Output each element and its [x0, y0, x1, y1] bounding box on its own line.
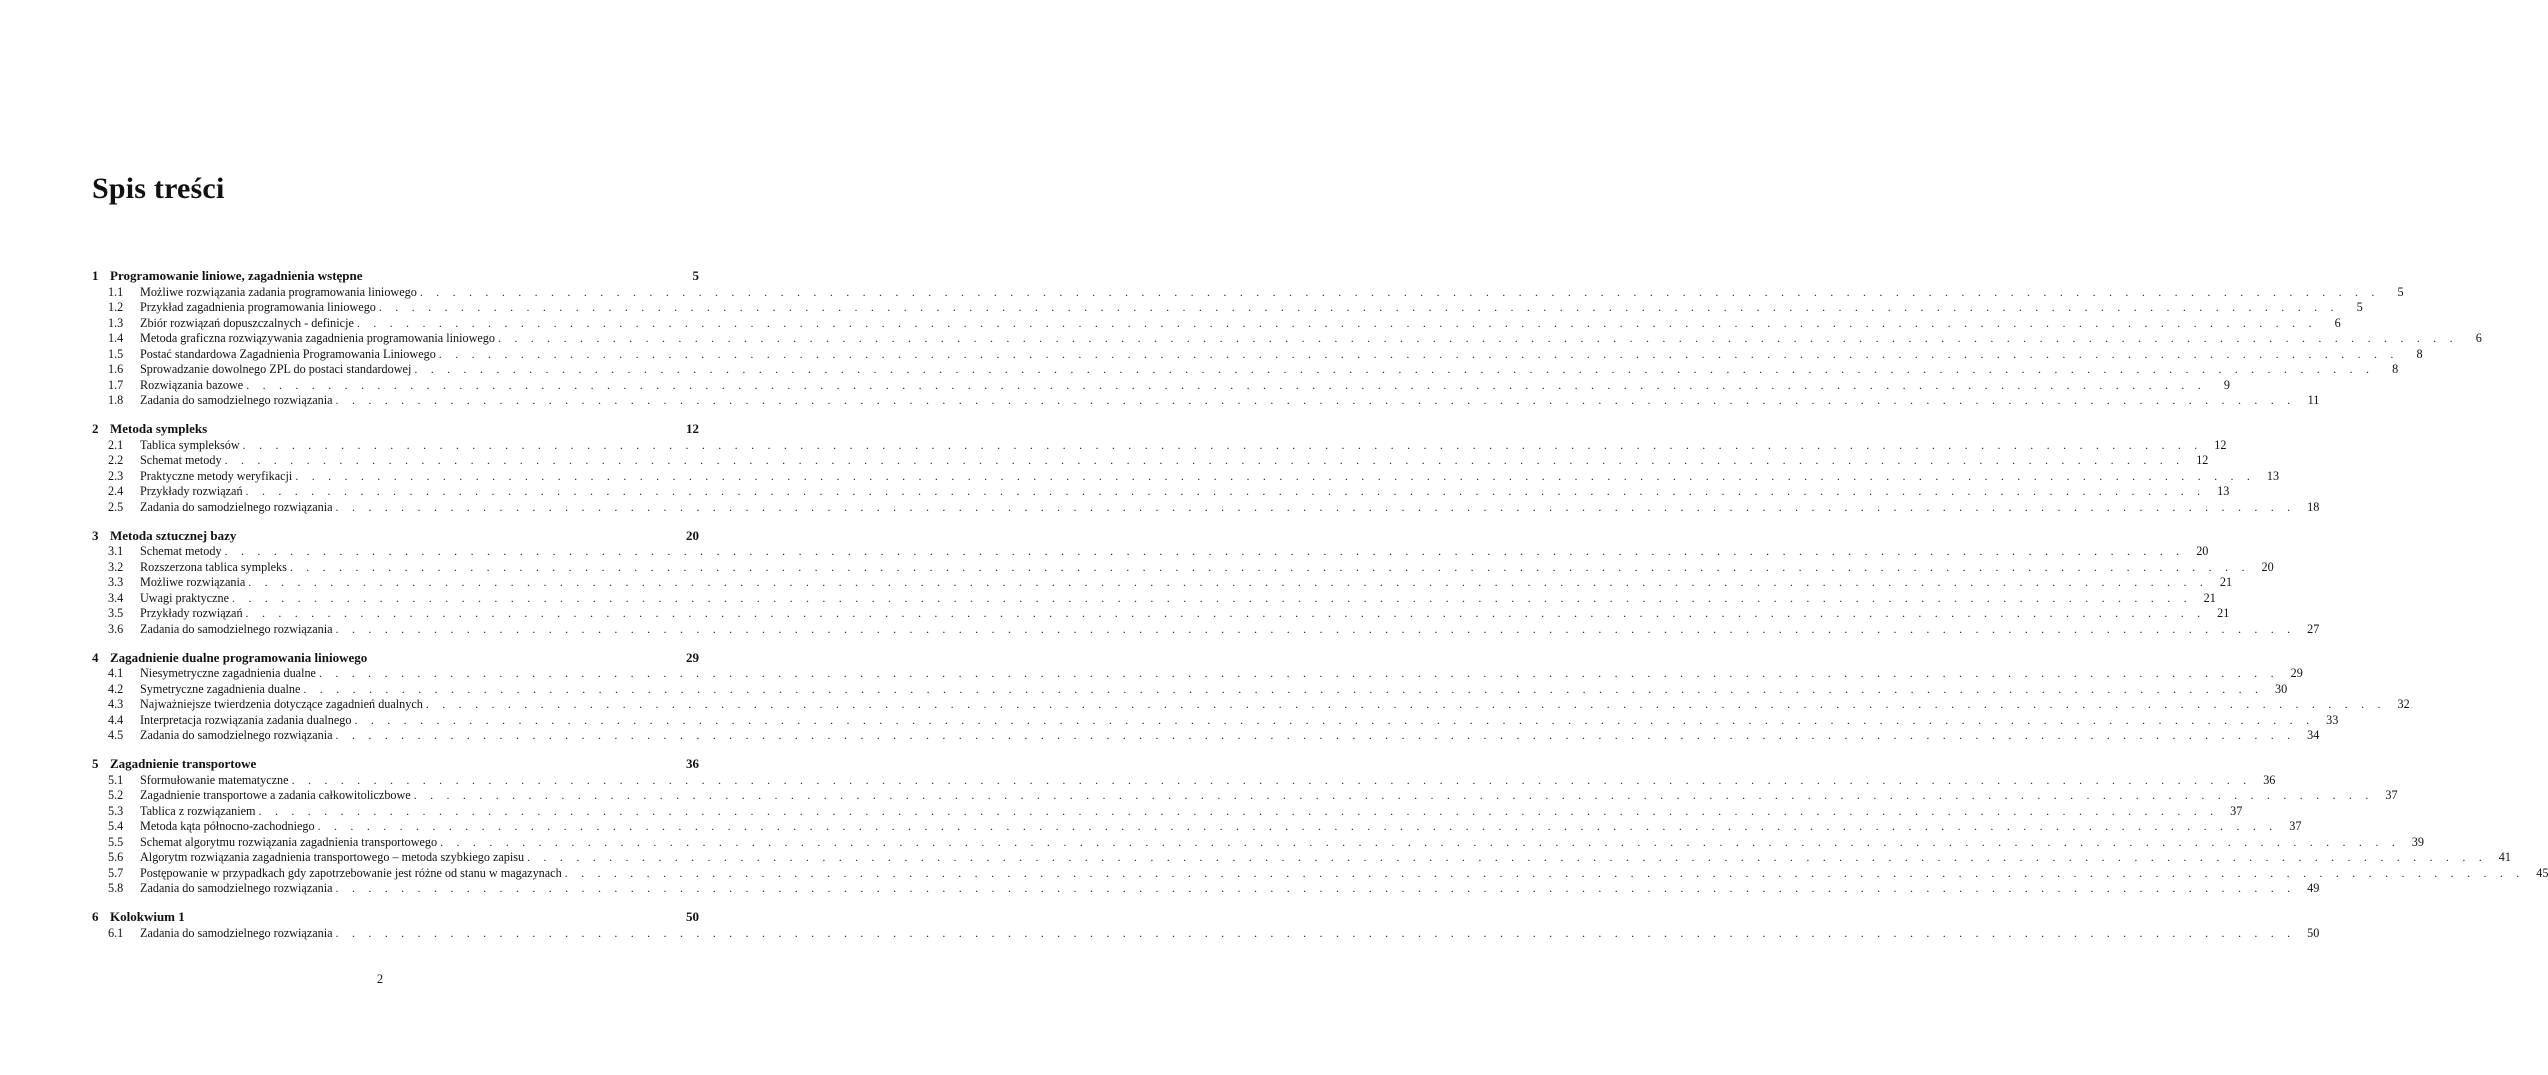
- toc-section-page: 13: [2266, 468, 2280, 483]
- toc-section-entry[interactable]: [92, 393, 2320, 409]
- toc-section-page: 32: [2397, 697, 2410, 711]
- toc-section-number: 4.1: [108, 666, 124, 680]
- toc-section-number: 4.5: [108, 728, 124, 742]
- toc-section-number: 1.6: [108, 362, 124, 376]
- dot-leader: . . . . . . . . . . . . . . . . . . . . . . . . . . . . . . . . . . . . . . . . . . . . . . . . . . . . . . . . . . . . . . . . . . . . . . . . . . . . . . . . . . . . . . . . . . . . . . . . . . . . . . . . . . . . . . . . . . . . . . . .: [425, 697, 2386, 711]
- toc-section-page: 6: [2475, 331, 2482, 345]
- toc-section-title: Rozszerzona tablica sympleks: [140, 559, 287, 574]
- dot-leader: . . . . . . . . . . . . . . . . . . . . . . . . . . . . . . . . . . . . . . . . . . . . . . . . . . . . . . . . . . . . . . . . . . . . . . . . . . . . . . . . . . . . . . . . . . . . . . . . . . . . . . . . . . . . . . . . . . . . . . . .: [289, 559, 2250, 574]
- toc-section-title: Tablica z rozwiązaniem: [140, 803, 256, 818]
- toc-section-number: 5.7: [108, 865, 124, 880]
- toc-chapter-title: Zagadnienie transportowe: [110, 756, 257, 771]
- toc-section-entry[interactable]: [92, 346, 2423, 363]
- dot-leader: . . . . . . . . . . . . . . . . . . . . . . . . . . . . . . . . . . . . . . . . . . . . . . . . . . . . . . . . . . . . . . . . . . . . . . . . . . . . . . . . . . . . . . . . . . . . . . . . . . . . . . . . . . . . . . . . . . . . . . . .: [335, 728, 2296, 742]
- toc-chapter-title: Programowanie liniowe, zagadnienia wstępne: [110, 268, 363, 283]
- toc-section-number: 5.8: [108, 881, 124, 895]
- toc-section-title: Najważniejsze twierdzenia dotyczące zagadnień dualnych: [140, 697, 423, 711]
- toc-section-number: 2.4: [108, 484, 124, 498]
- toc-section-number: 5.3: [108, 803, 124, 818]
- dot-leader: . . . . . . . . . . . . . . . . . . . . . . . . . . . . . . . . . . . . . . . . . . . . . . . . . . . . . . . . . . . . . . . . . . . . . . . . . . . . . . . . . . . . . . . . . . . . . . . . . . . . . . . . . . . . . . . . . . . . . . . .: [564, 865, 2525, 880]
- toc-section-number: 3.6: [108, 621, 124, 636]
- toc-section-number: 5.1: [108, 772, 124, 787]
- toc-section-number: 6.1: [108, 925, 124, 940]
- toc-chapter-number: 5: [92, 756, 99, 771]
- toc-section-entry[interactable]: [92, 437, 2227, 454]
- toc-section-number: 1.4: [108, 331, 124, 345]
- toc-section-title: Zadania do samodzielnego rozwiązania: [140, 728, 333, 742]
- toc-chapter-page: 5: [692, 268, 699, 283]
- toc-section-number: 2.1: [108, 437, 124, 452]
- toc-chapter-entry[interactable]: [92, 528, 699, 545]
- toc-section-number: 2.2: [108, 453, 124, 467]
- toc-section-title: Schemat metody: [140, 453, 222, 467]
- dot-leader: . . . . . . . . . . . . . . . . . . . . . . . . . . . . . . . . . . . . . . . . . . . . . . . . . . . . . . . . . . . . . . . . . . . . . . . . . . . . . . . . . . . . . . . . . . . . . . . . . . . . . . . . . . . . . . . . . . . . . . . .: [356, 315, 2317, 330]
- toc-section-title: Metoda graficzna rozwiązywania zagadnienia programowania liniowego: [140, 331, 495, 345]
- toc-section-page: 29: [2290, 666, 2303, 680]
- toc-section-entry[interactable]: [92, 606, 2230, 622]
- toc-section-page: 45: [2536, 865, 2548, 880]
- toc-section-title: Postać standardowa Zagadnienia Programowania Liniowego: [140, 346, 436, 361]
- toc-section-title: Zagadnienie transportowe a zadania całkowitoliczbowe: [140, 788, 411, 802]
- toc-section-page: 20: [2196, 544, 2209, 558]
- dot-leader: . . . . . . . . . . . . . . . . . . . . . . . . . . . . . . . . . . . . . . . . . . . . . . . . . . . . . . . . . . . . . . . . . . . . . . . . . . . . . . . . . . . . . . . . . . . . . . . . . . . . . . . . . . . . . . . . . . . . . . . .: [335, 499, 2296, 514]
- toc-chapter-title: Metoda sympleks: [110, 421, 208, 436]
- toc-section-page: 27: [2307, 621, 2320, 636]
- toc-section-entry[interactable]: [92, 803, 2243, 820]
- toc-section-title: Przykłady rozwiązań: [140, 606, 243, 620]
- toc-section-entry[interactable]: [92, 666, 2303, 682]
- dot-leader: . . . . . . . . . . . . . . . . . . . . . . . . . . . . . . . . . . . . . . . . . . . . . . . . . . . . . . . . . . . . . . . . . . . . . . . . . . . . . . . . . . . . . . . . . . . . . . . . . . . . . . . . . . . . . . . . . . . . . . . .: [414, 362, 2375, 376]
- table-of-contents: [92, 268, 2548, 954]
- toc-section-page: 12: [2196, 453, 2209, 467]
- dot-leader: . . . . . . . . . . . . . . . . . . . . . . . . . . . . . . . . . . . . . . . . . . . . . . . . . . . . . . . . . . . . . . . . . . . . . . . . . . . . . . . . . . . . . . . . . . . . . . . . . . . . . . . . . . . . . . . . . . . . . . . .: [497, 331, 2458, 345]
- toc-section-entry[interactable]: [92, 712, 2339, 729]
- dot-leader: . . . . . . . . . . . . . . . . . . . . . . . . . . . . . . . . . . . . . . . . . . . . . . . . . . . . . . . . . . . . . . . . . . . . . . . . . . . . . . . . . . . . . . . . . . . . . . . . . . . . . . . . . . . . . . . . . . . . . . . .: [303, 681, 2264, 696]
- toc-section-entry[interactable]: [92, 284, 2404, 301]
- dot-leader: . . . . . . . . . . . . . . . . . . . . . . . . . . . . . . . . . . . . . . . . . . . . . . . . . . . . . . . . . . . . . . . . . . . . . . . . . . . . . . . . . . . . . . . . . . . . . . . . . . . . . . . . . . . . . . . . . . . . . . . .: [317, 819, 2278, 833]
- toc-section-page: 41: [2498, 850, 2511, 864]
- toc-section-page: 30: [2275, 681, 2288, 696]
- toc-section-entry[interactable]: [92, 850, 2511, 866]
- toc-section-title: Schemat algorytmu rozwiązania zagadnienia transportowego: [140, 834, 438, 849]
- toc-chapter-page: 50: [686, 909, 699, 924]
- dot-leader: . . . . . . . . . . . . . . . . . . . . . . . . . . . . . . . . . . . . . . . . . . . . . . . . . . . . . . . . . . . . . . . . . . . . . . . . . . . . . . . . . . . . . . . . . . . . . . . . . . . . . . . . . . . . . . . . . . . . . . . .: [224, 544, 2185, 558]
- toc-section-page: 21: [2219, 575, 2233, 589]
- toc-chapter-number: 2: [92, 421, 99, 436]
- toc-section-number: 3.5: [108, 606, 124, 620]
- toc-chapter-page: 36: [686, 756, 699, 771]
- toc-section-entry[interactable]: [92, 697, 2410, 713]
- toc-section-title: Symetryczne zagadnienia dualne: [140, 681, 301, 696]
- toc-chapter: [92, 756, 2548, 897]
- toc-section-title: Praktyczne metody weryfikacji: [140, 468, 293, 483]
- toc-section-title: Zadania do samodzielnego rozwiązania: [140, 621, 333, 636]
- toc-section-entry[interactable]: [92, 499, 2320, 516]
- toc-chapter: [92, 421, 2320, 515]
- toc-section-entry[interactable]: [92, 590, 2216, 607]
- toc-section-title: Schemat metody: [140, 544, 222, 558]
- toc-section-number: 4.4: [108, 712, 124, 727]
- toc-section-number: 1.3: [108, 315, 124, 330]
- toc-chapter-entry[interactable]: [92, 650, 699, 667]
- toc-section-title: Metoda kąta północno-zachodniego: [140, 819, 315, 833]
- dot-leader: . . . . . . . . . . . . . . . . . . . . . . . . . . . . . . . . . . . . . . . . . . . . . . . . . . . . . . . . . . . . . . . . . . . . . . . . . . . . . . . . . . . . . . . . . . . . . . . . . . . . . . . . . . . . . . . . . . . . . . . .: [419, 284, 2380, 299]
- dot-leader: . . . . . . . . . . . . . . . . . . . . . . . . . . . . . . . . . . . . . . . . . . . . . . . . . . . . . . . . . . . . . . . . . . . . . . . . . . . . . . . . . . . . . . . . . . . . . . . . . . . . . . . . . . . . . . . . . . . . . . . .: [295, 468, 2256, 483]
- toc-chapter-page: 20: [686, 527, 699, 543]
- toc-section-number: 4.3: [108, 697, 124, 711]
- toc-section-entry[interactable]: [92, 728, 2320, 744]
- toc-section-entry[interactable]: [92, 484, 2230, 500]
- toc-chapter-number: 1: [92, 268, 99, 283]
- dot-leader: . . . . . . . . . . . . . . . . . . . . . . . . . . . . . . . . . . . . . . . . . . . . . . . . . . . . . . . . . . . . . . . . . . . . . . . . . . . . . . . . . . . . . . . . . . . . . . . . . . . . . . . . . . . . . . . . . . . . . . . .: [335, 925, 2296, 940]
- toc-section-number: 3.2: [108, 559, 124, 574]
- toc-section-title: Zadania do samodzielnego rozwiązania: [140, 925, 333, 940]
- toc-chapter-number: 3: [92, 527, 99, 543]
- toc-section-number: 1.5: [108, 346, 124, 361]
- toc-section-title: Zadania do samodzielnego rozwiązania: [140, 393, 333, 407]
- toc-section-title: Uwagi praktyczne: [140, 590, 229, 605]
- page-number: 2: [376, 972, 384, 986]
- toc-chapter-number: 6: [92, 909, 99, 924]
- toc-section-title: Możliwe rozwiązania: [140, 575, 246, 589]
- toc-chapter: [92, 649, 2410, 744]
- dot-leader: . . . . . . . . . . . . . . . . . . . . . . . . . . . . . . . . . . . . . . . . . . . . . . . . . . . . . . . . . . . . . . . . . . . . . . . . . . . . . . . . . . . . . . . . . . . . . . . . . . . . . . . . . . . . . . . . . . . . . . . .: [335, 881, 2296, 895]
- toc-section-page: 11: [2307, 393, 2320, 407]
- toc-section-number: 5.2: [108, 788, 124, 802]
- toc-section-entry[interactable]: [92, 377, 2231, 394]
- toc-section-entry[interactable]: [92, 315, 2341, 332]
- toc-section-page: 21: [2217, 606, 2230, 620]
- toc-section-entry[interactable]: [92, 468, 2280, 485]
- toc-section-entry[interactable]: [92, 331, 2482, 347]
- toc-section-number: 5.6: [108, 850, 124, 864]
- toc-section-number: 2.5: [108, 499, 124, 514]
- toc-section-title: Zadania do samodzielnego rozwiązania: [140, 881, 333, 895]
- toc-section-number: 1.8: [108, 393, 124, 407]
- toc-chapter-title: Zagadnienie dualne programowania liniowego: [110, 649, 368, 665]
- dot-leader: . . . . . . . . . . . . . . . . . . . . . . . . . . . . . . . . . . . . . . . . . . . . . . . . . . . . . . . . . . . . . . . . . . . . . . . . . . . . . . . . . . . . . . . . . . . . . . . . . . . . . . . . . . . . . . . . . . . . . . . .: [354, 712, 2315, 727]
- toc-section-page: 37: [2289, 819, 2302, 833]
- toc-section-entry[interactable]: [92, 621, 2320, 638]
- dot-leader: . . . . . . . . . . . . . . . . . . . . . . . . . . . . . . . . . . . . . . . . . . . . . . . . . . . . . . . . . . . . . . . . . . . . . . . . . . . . . . . . . . . . . . . . . . . . . . . . . . . . . . . . . . . . . . . . . . . . . . . .: [413, 788, 2374, 802]
- toc-section-entry[interactable]: [92, 544, 2209, 560]
- toc-section-title: Interpretacja rozwiązania zadania dualnego: [140, 712, 352, 727]
- dot-leader: . . . . . . . . . . . . . . . . . . . . . . . . . . . . . . . . . . . . . . . . . . . . . . . . . . . . . . . . . . . . . . . . . . . . . . . . . . . . . . . . . . . . . . . . . . . . . . . . . . . . . . . . . . . . . . . . . . . . . . . .: [242, 437, 2203, 452]
- toc-section-number: 3.4: [108, 590, 124, 605]
- toc-chapter-title: Kolokwium 1: [110, 909, 185, 924]
- toc-section-page: 37: [2385, 788, 2398, 802]
- toc-section-page: 13: [2217, 484, 2230, 498]
- toc-chapter-entry[interactable]: [92, 756, 699, 773]
- toc-section-entry[interactable]: [92, 559, 2274, 576]
- dot-leader: . . . . . . . . . . . . . . . . . . . . . . . . . . . . . . . . . . . . . . . . . . . . . . . . . . . . . . . . . . . . . . . . . . . . . . . . . . . . . . . . . . . . . . . . . . . . . . . . . . . . . . . . . . . . . . . . . . . . . . . .: [318, 666, 2279, 680]
- toc-chapter-title: Metoda sztucznej bazy: [110, 527, 237, 543]
- toc-section-number: 5.4: [108, 819, 124, 833]
- toc-section-entry[interactable]: [92, 881, 2320, 897]
- dot-leader: . . . . . . . . . . . . . . . . . . . . . . . . . . . . . . . . . . . . . . . . . . . . . . . . . . . . . . . . . . . . . . . . . . . . . . . . . . . . . . . . . . . . . . . . . . . . . . . . . . . . . . . . . . . . . . . . . . . . . . . .: [527, 850, 2487, 864]
- toc-section-entry[interactable]: [92, 925, 2320, 942]
- toc-section-page: 8: [2416, 346, 2423, 361]
- toc-section-entry[interactable]: [92, 453, 2209, 469]
- dot-leader: . . . . . . . . . . . . . . . . . . . . . . . . . . . . . . . . . . . . . . . . . . . . . . . . . . . . . . . . . . . . . . . . . . . . . . . . . . . . . . . . . . . . . . . . . . . . . . . . . . . . . . . . . . . . . . . . . . . . . . . .: [245, 606, 2206, 620]
- toc-section-page: 33: [2326, 712, 2339, 727]
- toc-section-number: 1.7: [108, 377, 124, 392]
- toc-section-title: Sformułowanie matematyczne: [140, 772, 289, 787]
- toc-section-title: Sprowadzanie dowolnego ZPL do postaci standardowej: [140, 362, 412, 376]
- dot-leader: . . . . . . . . . . . . . . . . . . . . . . . . . . . . . . . . . . . . . . . . . . . . . . . . . . . . . . . . . . . . . . . . . . . . . . . . . . . . . . . . . . . . . . . . . . . . . . . . . . . . . . . . . . . . . . . . . . . . . . . .: [440, 834, 2400, 849]
- dot-leader: . . . . . . . . . . . . . . . . . . . . . . . . . . . . . . . . . . . . . . . . . . . . . . . . . . . . . . . . . . . . . . . . . . . . . . . . . . . . . . . . . . . . . . . . . . . . . . . . . . . . . . . . . . . . . . . . . . . . . . . .: [291, 772, 2252, 787]
- toc-section-number: 1.2: [108, 300, 124, 314]
- toc-section-page: 50: [2307, 925, 2320, 940]
- dot-leader: . . . . . . . . . . . . . . . . . . . . . . . . . . . . . . . . . . . . . . . . . . . . . . . . . . . . . . . . . . . . . . . . . . . . . . . . . . . . . . . . . . . . . . . . . . . . . . . . . . . . . . . . . . . . . . . . . . . . . . . .: [438, 346, 2399, 361]
- toc-section-page: 12: [2214, 437, 2227, 452]
- dot-leader: . . . . . . . . . . . . . . . . . . . . . . . . . . . . . . . . . . . . . . . . . . . . . . . . . . . . . . . . . . . . . . . . . . . . . . . . . . . . . . . . . . . . . . . . . . . . . . . . . . . . . . . . . . . . . . . . . . . . . . . .: [335, 393, 2296, 407]
- toc-section-entry[interactable]: [92, 300, 2363, 316]
- toc-section-number: 3.3: [108, 575, 124, 589]
- dot-leader: . . . . . . . . . . . . . . . . . . . . . . . . . . . . . . . . . . . . . . . . . . . . . . . . . . . . . . . . . . . . . . . . . . . . . . . . . . . . . . . . . . . . . . . . . . . . . . . . . . . . . . . . . . . . . . . . . . . . . . . .: [335, 621, 2296, 636]
- toc-section-title: Niesymetryczne zagadnienia dualne: [140, 666, 316, 680]
- toc-section-page: 9: [2223, 377, 2231, 392]
- toc-section-title: Przykład zagadnienia programowania liniowego: [140, 300, 376, 314]
- toc-section-entry[interactable]: [92, 788, 2398, 804]
- toc-section-entry[interactable]: [92, 575, 2233, 591]
- toc-section-title: Zbiór rozwiązań dopuszczalnych - definicje: [140, 315, 354, 330]
- toc-section-page: 6: [2334, 315, 2341, 330]
- toc-section-title: Tablica sympleksów: [140, 437, 240, 452]
- toc-chapter-page: 12: [686, 421, 699, 436]
- toc-section-page: 37: [2230, 803, 2243, 818]
- toc-section-page: 39: [2411, 834, 2424, 849]
- toc-section-number: 5.5: [108, 834, 124, 849]
- toc-section-number: 2.3: [108, 468, 124, 483]
- dot-leader: . . . . . . . . . . . . . . . . . . . . . . . . . . . . . . . . . . . . . . . . . . . . . . . . . . . . . . . . . . . . . . . . . . . . . . . . . . . . . . . . . . . . . . . . . . . . . . . . . . . . . . . . . . . . . . . . . . . . . . . .: [246, 377, 2207, 392]
- dot-leader: . . . . . . . . . . . . . . . . . . . . . . . . . . . . . . . . . . . . . . . . . . . . . . . . . . . . . . . . . . . . . . . . . . . . . . . . . . . . . . . . . . . . . . . . . . . . . . . . . . . . . . . . . . . . . . . . . . . . . . . .: [258, 803, 2219, 818]
- dot-leader: . . . . . . . . . . . . . . . . . . . . . . . . . . . . . . . . . . . . . . . . . . . . . . . . . . . . . . . . . . . . . . . . . . . . . . . . . . . . . . . . . . . . . . . . . . . . . . . . . . . . . . . . . . . . . . . . . . . . . . . .: [248, 575, 2209, 589]
- toc-section-page: 21: [2203, 590, 2216, 605]
- toc-section-number: 4.2: [108, 681, 124, 696]
- toc-section-title: Przykłady rozwiązań: [140, 484, 243, 498]
- toc-section-page: 36: [2263, 772, 2276, 787]
- toc-section-page: 49: [2307, 881, 2320, 895]
- toc-chapter: [92, 268, 2482, 409]
- toc-chapter-number: 4: [92, 649, 99, 665]
- toc-section-title: Możliwe rozwiązania zadania programowania liniowego: [140, 284, 417, 299]
- toc-chapter-entry[interactable]: [92, 909, 699, 926]
- toc-section-page: 5: [2397, 284, 2404, 299]
- page-title: Spis treści: [92, 172, 225, 205]
- toc-section-entry[interactable]: [92, 819, 2302, 835]
- toc-section-page: 5: [2356, 300, 2363, 314]
- toc-section-title: Postępowanie w przypadkach gdy zapotrzebowanie jest różne od stanu w magazynach: [140, 865, 562, 880]
- toc-chapter: [92, 909, 2320, 941]
- toc-section-title: Rozwiązania bazowe: [140, 377, 244, 392]
- toc-section-title: Algorytm rozwiązania zagadnienia transportowego – metoda szybkiego zapisu: [140, 850, 525, 864]
- toc-section-number: 1.1: [108, 284, 124, 299]
- toc-section-page: 20: [2261, 559, 2274, 574]
- toc-section-page: 34: [2307, 728, 2320, 742]
- toc-section-page: 18: [2307, 499, 2320, 514]
- dot-leader: . . . . . . . . . . . . . . . . . . . . . . . . . . . . . . . . . . . . . . . . . . . . . . . . . . . . . . . . . . . . . . . . . . . . . . . . . . . . . . . . . . . . . . . . . . . . . . . . . . . . . . . . . . . . . . . . . . . . . . . .: [245, 484, 2206, 498]
- toc-chapter-entry[interactable]: [92, 268, 699, 285]
- toc-section-title: Zadania do samodzielnego rozwiązania: [140, 499, 333, 514]
- toc-section-entry[interactable]: [92, 834, 2424, 851]
- toc-section-number: 3.1: [108, 544, 124, 558]
- toc-section-entry[interactable]: [92, 362, 2399, 378]
- dot-leader: . . . . . . . . . . . . . . . . . . . . . . . . . . . . . . . . . . . . . . . . . . . . . . . . . . . . . . . . . . . . . . . . . . . . . . . . . . . . . . . . . . . . . . . . . . . . . . . . . . . . . . . . . . . . . . . . . . . . . . . .: [378, 300, 2339, 314]
- toc-chapter-entry[interactable]: [92, 421, 699, 438]
- toc-section-entry[interactable]: [92, 772, 2276, 789]
- toc-section-entry[interactable]: [92, 681, 2288, 698]
- dot-leader: . . . . . . . . . . . . . . . . . . . . . . . . . . . . . . . . . . . . . . . . . . . . . . . . . . . . . . . . . . . . . . . . . . . . . . . . . . . . . . . . . . . . . . . . . . . . . . . . . . . . . . . . . . . . . . . . . . . . . . . .: [232, 590, 2192, 605]
- toc-section-entry[interactable]: [92, 865, 2548, 882]
- dot-leader: . . . . . . . . . . . . . . . . . . . . . . . . . . . . . . . . . . . . . . . . . . . . . . . . . . . . . . . . . . . . . . . . . . . . . . . . . . . . . . . . . . . . . . . . . . . . . . . . . . . . . . . . . . . . . . . . . . . . . . . .: [224, 453, 2185, 467]
- toc-section-page: 8: [2392, 362, 2399, 376]
- toc-chapter: [92, 527, 2320, 638]
- toc-chapter-page: 29: [686, 649, 699, 665]
